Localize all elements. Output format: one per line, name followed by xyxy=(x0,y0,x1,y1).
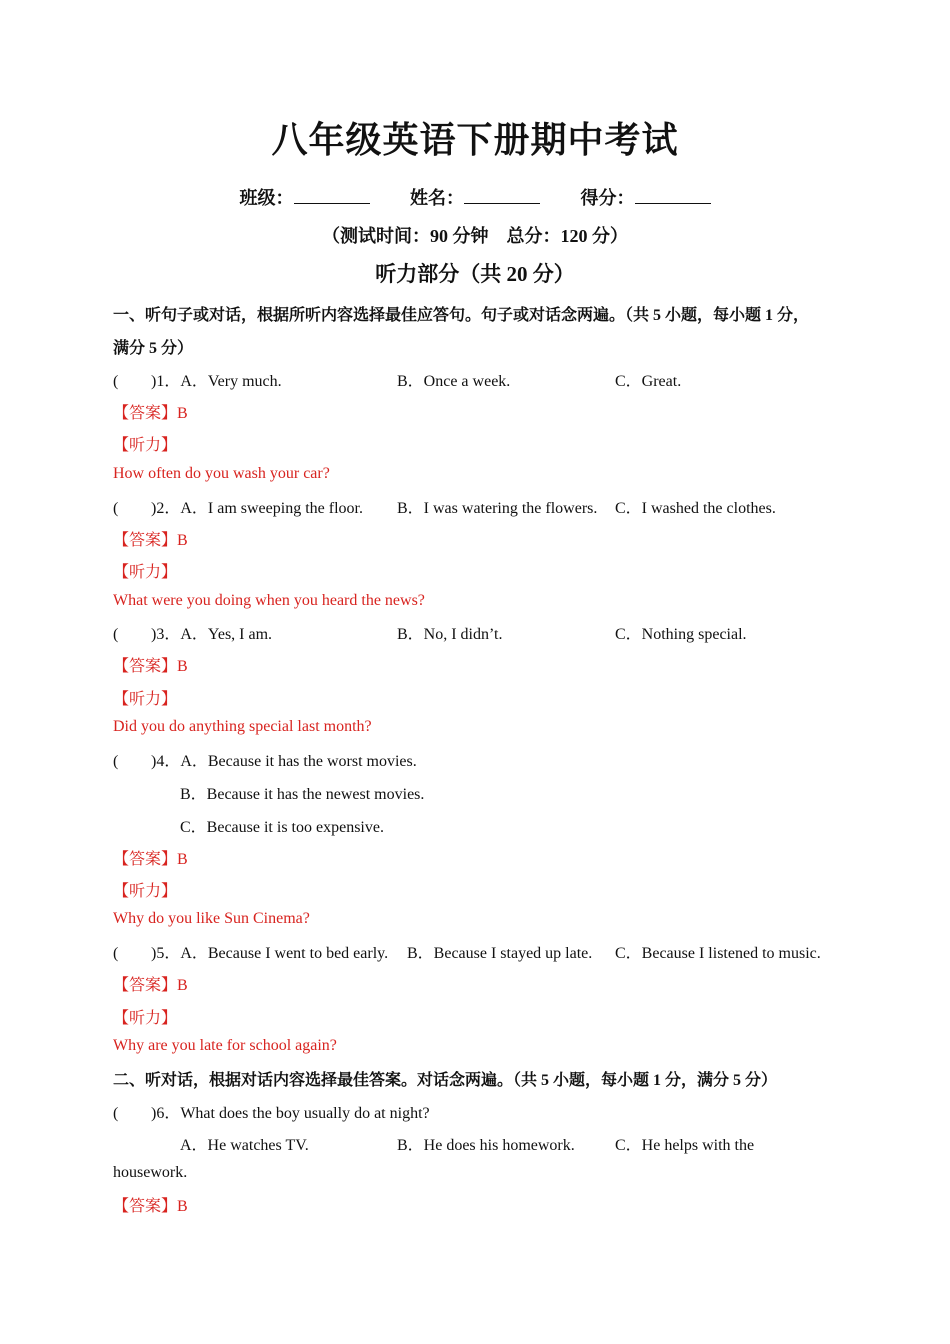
part1-instruction-line1: 一、听句子或对话，根据所听内容选择最佳应答句。句子或对话念两遍。（共 5 小题，每小题 1 分， xyxy=(113,307,810,324)
name-field xyxy=(410,188,540,208)
q5-script: Why are you late for school again? xyxy=(113,1037,337,1054)
q5-answer: 【答案】B xyxy=(113,977,188,994)
part1-instruction-line2: 满分 5 分） xyxy=(113,340,194,357)
q6-answer: 【答案】B xyxy=(113,1198,188,1215)
q1-option-a: )1．A．Very much. xyxy=(151,373,282,390)
q4-option-b: B．Because it has the newest movies. xyxy=(180,786,425,803)
exam-meta: （测试时间：90 分钟 总分：120 分） xyxy=(322,226,628,246)
q5-listening-label: 【听力】 xyxy=(113,1010,178,1027)
question-2 xyxy=(113,495,853,517)
question-6 xyxy=(113,1100,430,1123)
q4-option-c: C．Because it is too expensive. xyxy=(180,819,384,836)
question-5 xyxy=(113,940,853,962)
q2-answer: 【答案】B xyxy=(113,532,188,549)
q1-option-c: C．Great. xyxy=(615,373,682,390)
part2-instruction: 二、听对话，根据对话内容选择最佳答案。对话念两遍。（共 5 小题，每小题 1 分，满分 5 分） xyxy=(113,1072,778,1089)
q3-option-c: C．Nothing special. xyxy=(615,626,747,643)
q1-option-b: B．Once a week. xyxy=(397,373,511,390)
class-field xyxy=(240,188,370,208)
exam-title: 八年级英语下册期中考试 xyxy=(271,120,679,160)
student-info-row xyxy=(0,184,950,210)
q4-script: Why do you like Sun Cinema? xyxy=(113,910,310,927)
name-label: 姓名： xyxy=(410,188,464,208)
q2-option-c: C．I washed the clothes. xyxy=(615,500,776,517)
class-label: 班级： xyxy=(239,188,294,208)
q1-listening-label: 【听力】 xyxy=(113,437,178,454)
q3-option-a: )3．A．Yes, I am. xyxy=(151,626,273,643)
q4-option-a: )4．A．Because it has the worst movies. xyxy=(151,753,417,770)
q6-option-c-continued: housework. xyxy=(113,1164,188,1181)
score-label: 得分： xyxy=(580,188,635,208)
score-field xyxy=(581,188,711,208)
question-1 xyxy=(113,368,853,390)
q3-script: Did you do anything special last month? xyxy=(113,718,372,735)
q2-script: What were you doing when you heard the news? xyxy=(113,592,425,609)
question-4 xyxy=(113,748,417,771)
answer-paren[interactable]: ( xyxy=(113,626,119,643)
answer-paren[interactable]: ( xyxy=(113,753,119,770)
q5-option-c: C．Because I listened to music. xyxy=(615,945,821,962)
question-3 xyxy=(113,621,853,643)
q6-stem: )6．What does the boy usually do at night? xyxy=(151,1105,430,1122)
q6-options xyxy=(180,1132,800,1154)
q4-listening-label: 【听力】 xyxy=(113,883,178,900)
q6-option-b: B．He does his homework. xyxy=(397,1137,575,1154)
q3-answer: 【答案】B xyxy=(113,658,188,675)
q1-answer: 【答案】B xyxy=(113,405,188,422)
answer-paren[interactable]: ( xyxy=(113,373,119,390)
answer-paren[interactable]: ( xyxy=(113,945,119,962)
q3-option-b: B．No, I didn’t. xyxy=(397,626,503,643)
q2-option-b: B．I was watering the flowers. xyxy=(397,500,598,517)
score-blank[interactable] xyxy=(635,187,711,204)
q1-script: How often do you wash your car? xyxy=(113,465,330,482)
name-blank[interactable] xyxy=(464,187,540,204)
answer-paren[interactable]: ( xyxy=(113,1105,119,1122)
q6-option-c: C．He helps with the xyxy=(615,1137,755,1154)
q6-option-a: A．He watches TV. xyxy=(180,1137,309,1154)
q5-option-a: )5．A．Because I went to bed early. xyxy=(151,945,389,962)
section-listening-heading: 听力部分（共 20 分） xyxy=(375,262,575,286)
q5-option-b: B．Because I stayed up late. xyxy=(407,945,593,962)
q4-answer: 【答案】B xyxy=(113,851,188,868)
q3-listening-label: 【听力】 xyxy=(113,691,178,708)
answer-paren[interactable]: ( xyxy=(113,500,119,517)
q2-listening-label: 【听力】 xyxy=(113,564,178,581)
class-blank[interactable] xyxy=(294,187,370,204)
q2-option-a: )2．A．I am sweeping the floor. xyxy=(151,500,363,517)
